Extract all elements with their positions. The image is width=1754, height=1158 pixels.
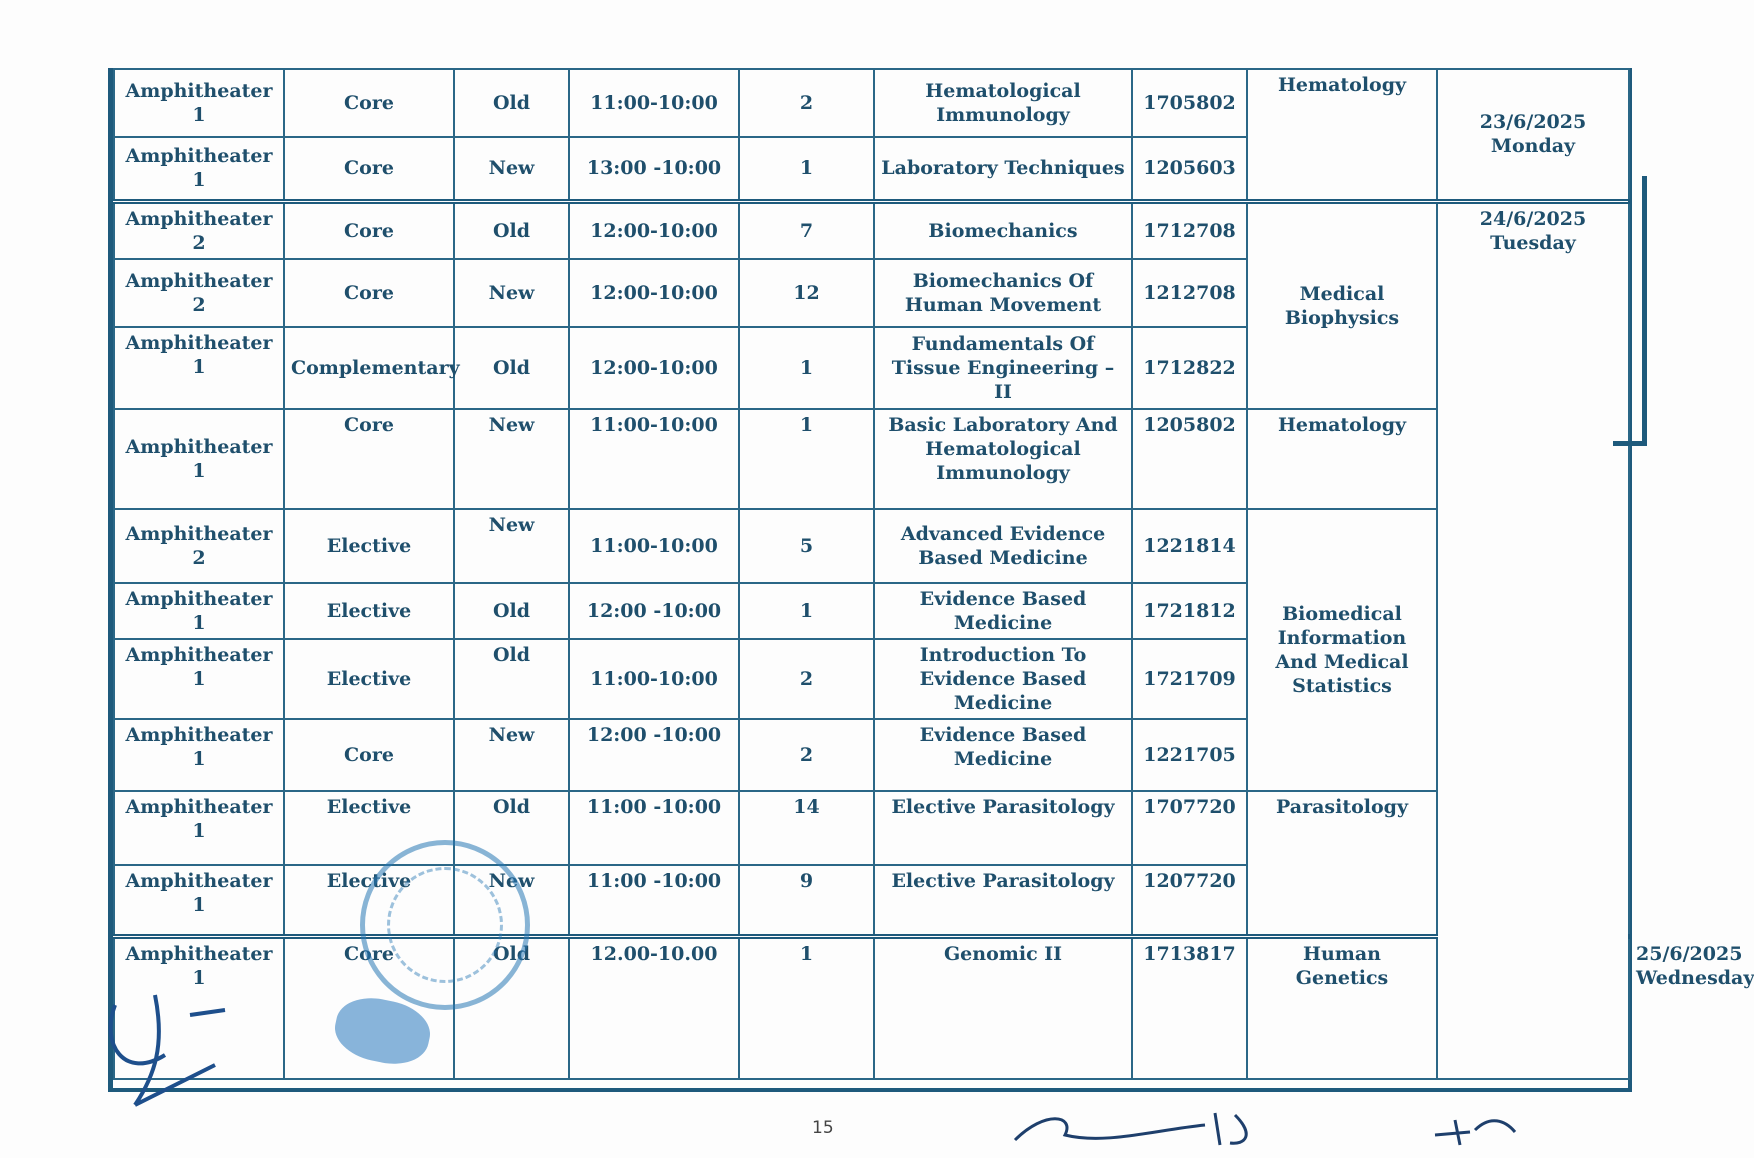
department-cell: Medical Biophysics xyxy=(1247,201,1437,409)
course-code-cell: 1205603 xyxy=(1132,137,1247,201)
schedule-page xyxy=(108,68,1754,1092)
time-cell: 12:00 -10:00 xyxy=(569,719,739,791)
course-name-cell: Laboratory Techniques xyxy=(874,137,1132,201)
hall-cell: Amphitheater 1 xyxy=(114,865,284,937)
course-name-cell: Fundamentals Of Tissue Engineering – II xyxy=(874,327,1132,409)
hall-cell: Amphitheater 1 xyxy=(114,639,284,719)
hall-cell: Amphitheater 2 xyxy=(114,259,284,327)
course-code-cell: 1712708 xyxy=(1132,201,1247,259)
course-type-cell: Complementary xyxy=(284,327,454,409)
course-type-cell: Core xyxy=(284,259,454,327)
students-count-cell: 9 xyxy=(739,865,874,937)
exam-day: Monday xyxy=(1490,135,1576,158)
course-type-cell: Elective xyxy=(284,791,454,865)
regulation-cell: New xyxy=(454,137,569,201)
course-type-cell: Elective xyxy=(284,865,454,937)
students-count-cell: 2 xyxy=(739,69,874,137)
table-row xyxy=(114,509,1629,583)
table-row xyxy=(114,409,1629,509)
department-cell: Human Genetics xyxy=(1247,937,1437,1079)
course-type-cell: Elective xyxy=(284,509,454,583)
time-cell: 11:00 -10:00 xyxy=(569,865,739,937)
students-count-cell: 1 xyxy=(739,137,874,201)
department-cell: Hematology xyxy=(1247,409,1437,509)
table-row xyxy=(114,201,1629,259)
students-count-cell: 1 xyxy=(739,409,874,509)
students-count-cell: 14 xyxy=(739,791,874,865)
course-name-cell: Genomic II xyxy=(874,937,1132,1079)
time-cell: 11:00-10:00 xyxy=(569,639,739,719)
regulation-cell: New xyxy=(454,719,569,791)
course-code-cell: 1205802 xyxy=(1132,409,1247,509)
course-type-cell: Core xyxy=(284,409,454,509)
course-code-cell: 1221814 xyxy=(1132,509,1247,583)
course-code-cell: 1221705 xyxy=(1132,719,1247,791)
table-row xyxy=(114,69,1629,137)
department-cell: Parasitology xyxy=(1247,791,1437,937)
regulation-cell: Old xyxy=(454,937,569,1079)
hall-cell: Amphitheater 1 xyxy=(114,137,284,201)
course-name-cell: Introduction To Evidence Based Medicine xyxy=(874,639,1132,719)
regulation-cell: Old xyxy=(454,201,569,259)
time-cell: 12:00-10:00 xyxy=(569,259,739,327)
hall-cell: Amphitheater 1 xyxy=(114,583,284,639)
signature-bottom-right xyxy=(1430,1110,1520,1150)
course-name-cell: Elective Parasitology xyxy=(874,865,1132,937)
regulation-cell: Old xyxy=(454,327,569,409)
hall-cell: Amphitheater 1 xyxy=(114,327,284,409)
exam-date: 23/6/2025 xyxy=(1479,111,1587,134)
students-count-cell: 1 xyxy=(739,327,874,409)
students-count-cell: 7 xyxy=(739,201,874,259)
regulation-cell: New xyxy=(454,409,569,509)
course-code-cell: 1721709 xyxy=(1132,639,1247,719)
course-code-cell: 1721812 xyxy=(1132,583,1247,639)
regulation-cell: Old xyxy=(454,791,569,865)
regulation-cell: Old xyxy=(454,69,569,137)
students-count-cell: 2 xyxy=(739,719,874,791)
course-name-cell: Evidence Based Medicine xyxy=(874,719,1132,791)
table-row: Amphitheater 1 Core Old 12.00-10.00 1 Genomic II 1713817 Human Genetics 25/6/2025 Wednesday xyxy=(114,937,1629,1079)
course-name-cell: Elective Parasitology xyxy=(874,791,1132,865)
course-name-cell: Hematological Immunology xyxy=(874,69,1132,137)
department-cell: Hematology xyxy=(1247,69,1437,201)
date-cell xyxy=(1437,201,1629,1079)
signature-left xyxy=(95,985,235,1115)
time-cell: 11:00-10:00 xyxy=(569,409,739,509)
course-code-cell: 1707720 xyxy=(1132,791,1247,865)
hall-cell: Amphitheater 1 xyxy=(114,69,284,137)
course-code-cell: 1212708 xyxy=(1132,259,1247,327)
date-cell xyxy=(1437,69,1629,201)
students-count-cell: 1 xyxy=(739,937,874,1079)
margin-bracket xyxy=(1632,176,1647,442)
time-cell: 12:00-10:00 xyxy=(569,327,739,409)
signature-bottom-center xyxy=(1005,1105,1265,1155)
course-type-cell: Elective xyxy=(284,583,454,639)
students-count-cell: 2 xyxy=(739,639,874,719)
course-code-cell: 1713817 xyxy=(1132,937,1247,1079)
course-name-cell: Biomechanics xyxy=(874,201,1132,259)
course-type-cell: Core xyxy=(284,937,454,1079)
hall-cell: Amphitheater 1 xyxy=(114,409,284,509)
regulation-cell: New xyxy=(454,259,569,327)
course-name-cell: Basic Laboratory And Hematological Immunology xyxy=(874,409,1132,509)
exam-day: Tuesday xyxy=(1490,231,1576,254)
time-cell: 11:00-10:00 xyxy=(569,509,739,583)
course-type-cell: Elective xyxy=(284,639,454,719)
students-count-cell: 1 xyxy=(739,583,874,639)
hall-cell: Amphitheater 2 xyxy=(114,201,284,259)
hall-cell: Amphitheater 2 xyxy=(114,509,284,583)
time-cell: 11:00-10:00 xyxy=(569,69,739,137)
exam-schedule-table xyxy=(113,68,1754,1080)
students-count-cell: 12 xyxy=(739,259,874,327)
regulation-cell: New xyxy=(454,509,569,583)
regulation-cell: Old xyxy=(454,583,569,639)
department-cell: Biomedical Information And Medical Statistics xyxy=(1247,509,1437,791)
page-number: 15 xyxy=(812,1118,834,1138)
exam-date: 24/6/2025 xyxy=(1479,207,1587,230)
time-cell: 13:00 -10:00 xyxy=(569,137,739,201)
official-stamp xyxy=(360,840,530,1010)
time-cell: 12:00 -10:00 xyxy=(569,583,739,639)
hall-cell: Amphitheater 1 xyxy=(114,937,284,1079)
course-type-cell: Core xyxy=(284,69,454,137)
course-name-cell: Evidence Based Medicine xyxy=(874,583,1132,639)
course-type-cell: Core xyxy=(284,719,454,791)
time-cell: 11:00 -10:00 xyxy=(569,791,739,865)
course-name-cell: Advanced Evidence Based Medicine xyxy=(874,509,1132,583)
course-code-cell: 1712822 xyxy=(1132,327,1247,409)
table-row xyxy=(114,791,1629,865)
course-code-cell: 1705802 xyxy=(1132,69,1247,137)
regulation-cell: Old xyxy=(454,639,569,719)
hall-cell: Amphitheater 1 xyxy=(114,791,284,865)
course-name-cell: Biomechanics Of Human Movement xyxy=(874,259,1132,327)
time-cell: 12.00-10.00 xyxy=(569,937,739,1079)
course-code-cell: 1207720 xyxy=(1132,865,1247,937)
course-type-cell: Core xyxy=(284,137,454,201)
students-count-cell: 5 xyxy=(739,509,874,583)
course-type-cell: Core xyxy=(284,201,454,259)
regulation-cell: New xyxy=(454,865,569,937)
time-cell: 12:00-10:00 xyxy=(569,201,739,259)
hall-cell: Amphitheater 1 xyxy=(114,719,284,791)
